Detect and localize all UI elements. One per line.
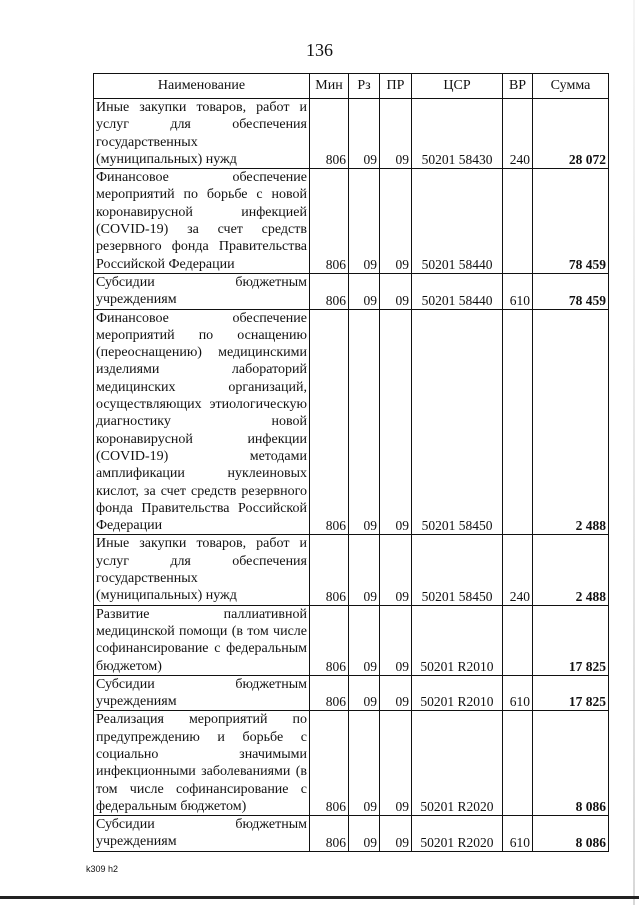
row-vr: 610 xyxy=(503,675,533,711)
row-vr xyxy=(503,605,533,675)
scan-edge-shadow xyxy=(633,0,635,905)
row-name: Реализация мероприятий по предупреждению и борьбе с социально значимыми инфекционными заболеваниями (в том числе софинансирование с федеральным бюджетом) xyxy=(94,711,310,816)
col-header-name: Наименование xyxy=(94,74,310,99)
row-min: 806 xyxy=(310,535,349,605)
row-pr: 09 xyxy=(380,675,412,711)
row-vr: 610 xyxy=(503,816,533,852)
row-sum: 2 488 xyxy=(533,535,609,605)
row-rz: 09 xyxy=(349,273,380,309)
row-min: 806 xyxy=(310,99,349,169)
row-rz: 09 xyxy=(349,816,380,852)
col-header-csr: ЦСР xyxy=(412,74,503,99)
row-min: 806 xyxy=(310,605,349,675)
row-name: Финансовое обеспечение мероприятий по борьбе с новой коронавирусной инфекцией (COVID-19) за счет средств резервного фонда Правительства Российской Федерации xyxy=(94,169,310,274)
row-sum: 78 459 xyxy=(533,273,609,309)
row-csr: 50201 58430 xyxy=(412,99,503,169)
row-rz: 09 xyxy=(349,309,380,535)
row-sum: 8 086 xyxy=(533,711,609,816)
footer-document-code: k309 h2 xyxy=(86,864,119,874)
table-row xyxy=(94,675,609,711)
table-row xyxy=(94,816,609,852)
row-pr: 09 xyxy=(380,816,412,852)
row-name: Субсидии бюджетным учреждениям xyxy=(94,816,310,852)
row-vr xyxy=(503,169,533,274)
row-rz: 09 xyxy=(349,711,380,816)
scan-bottom-line xyxy=(0,896,639,899)
row-sum: 17 825 xyxy=(533,675,609,711)
table-row xyxy=(94,605,609,675)
row-rz: 09 xyxy=(349,605,380,675)
row-min: 806 xyxy=(310,169,349,274)
row-name: Субсидии бюджетным учреждениям xyxy=(94,675,310,711)
row-csr: 50201 58450 xyxy=(412,309,503,535)
row-vr xyxy=(503,711,533,816)
row-rz: 09 xyxy=(349,675,380,711)
col-header-rz: Рз xyxy=(349,74,380,99)
row-sum: 2 488 xyxy=(533,309,609,535)
row-min: 806 xyxy=(310,711,349,816)
row-name: Развитие паллиативной медицинской помощи (в том числе софинансирование с федеральным бюджетом) xyxy=(94,605,310,675)
col-header-sum: Сумма xyxy=(533,74,609,99)
row-pr: 09 xyxy=(380,711,412,816)
row-min: 806 xyxy=(310,816,349,852)
table-header-row xyxy=(94,74,609,99)
budget-table xyxy=(93,73,609,852)
row-name: Субсидии бюджетным учреждениям xyxy=(94,273,310,309)
table-row xyxy=(94,169,609,274)
row-sum: 17 825 xyxy=(533,605,609,675)
row-min: 806 xyxy=(310,273,349,309)
table-row xyxy=(94,99,609,169)
row-csr: 50201 58450 xyxy=(412,535,503,605)
row-name: Финансовое обеспечение мероприятий по оснащению (переоснащению) медицинскими изделиями лабораторий медицинских организаций, осуществляющих этиологическую диагностику новой коронавирусной инфекции (COVID-19) методами амплификации нуклеиновых кислот, за счет средств резервного фонда Правительства Российской Федерации xyxy=(94,309,310,535)
row-pr: 09 xyxy=(380,605,412,675)
page-number: 136 xyxy=(306,40,333,60)
row-csr: 50201 58440 xyxy=(412,273,503,309)
row-min: 806 xyxy=(310,309,349,535)
row-vr xyxy=(503,309,533,535)
col-header-min: Мин xyxy=(310,74,349,99)
row-rz: 09 xyxy=(349,535,380,605)
table-row xyxy=(94,711,609,816)
row-pr: 09 xyxy=(380,273,412,309)
table-row xyxy=(94,535,609,605)
row-name: Иные закупки товаров, работ и услуг для обеспечения государственных (муниципальных) нужд xyxy=(94,99,310,169)
row-csr: 50201 R2020 xyxy=(412,711,503,816)
col-header-vr: ВР xyxy=(503,74,533,99)
row-min: 806 xyxy=(310,675,349,711)
table-row xyxy=(94,273,609,309)
row-sum: 28 072 xyxy=(533,99,609,169)
row-vr: 240 xyxy=(503,535,533,605)
table-row xyxy=(94,309,609,535)
row-csr: 50201 R2010 xyxy=(412,605,503,675)
row-pr: 09 xyxy=(380,309,412,535)
row-vr: 240 xyxy=(503,99,533,169)
row-sum: 8 086 xyxy=(533,816,609,852)
row-name: Иные закупки товаров, работ и услуг для обеспечения государственных (муниципальных) нужд xyxy=(94,535,310,605)
row-rz: 09 xyxy=(349,99,380,169)
col-header-pr: ПР xyxy=(380,74,412,99)
row-pr: 09 xyxy=(380,535,412,605)
row-csr: 50201 58440 xyxy=(412,169,503,274)
row-csr: 50201 R2010 xyxy=(412,675,503,711)
row-pr: 09 xyxy=(380,169,412,274)
row-rz: 09 xyxy=(349,169,380,274)
row-csr: 50201 R2020 xyxy=(412,816,503,852)
row-vr: 610 xyxy=(503,273,533,309)
row-pr: 09 xyxy=(380,99,412,169)
row-sum: 78 459 xyxy=(533,169,609,274)
